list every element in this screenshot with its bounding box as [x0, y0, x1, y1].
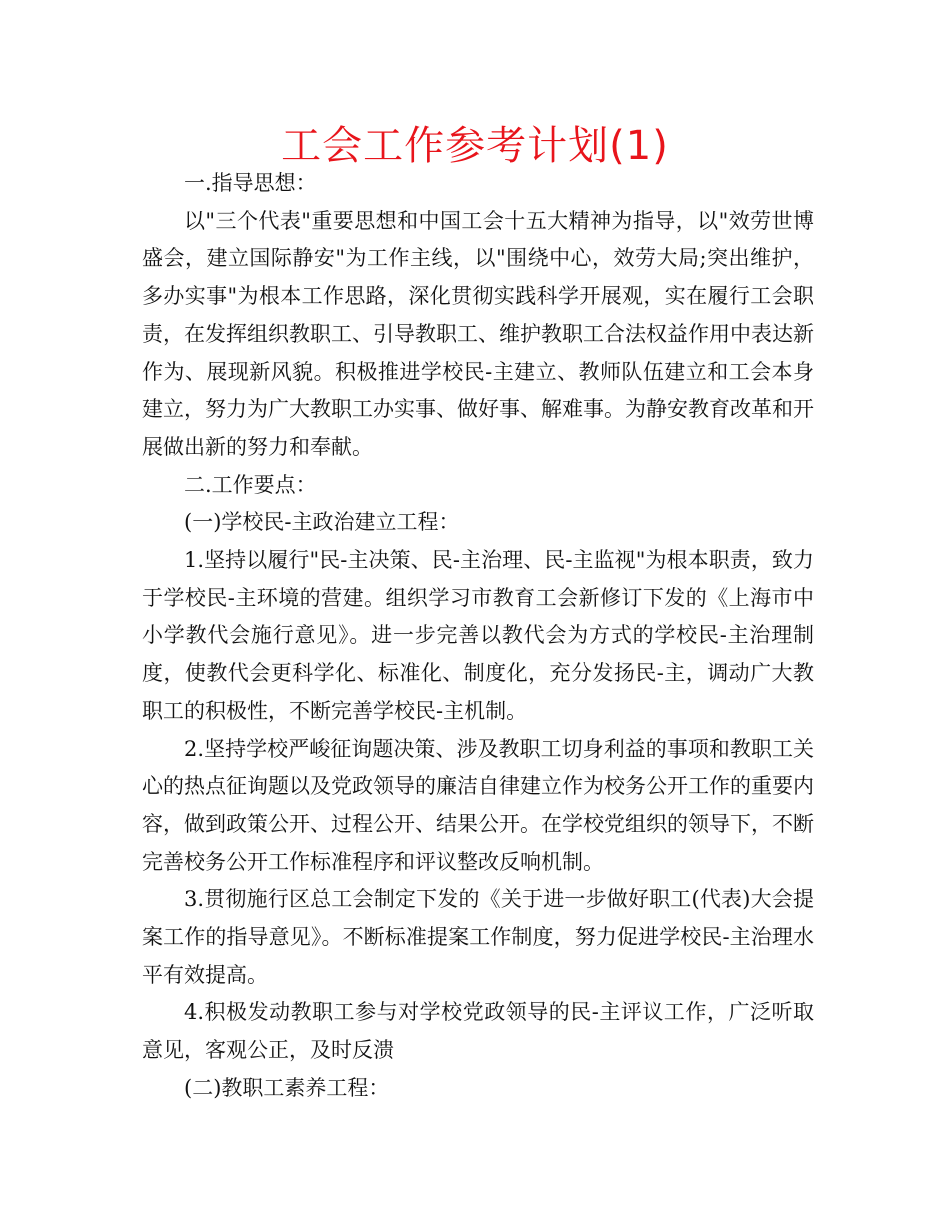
subheading-democracy-project: (一)学校民-主政治建立工程：: [184, 510, 460, 535]
heading-work-points: 二.工作要点：: [184, 472, 317, 497]
subheading-staff-quality-project: (二)教职工素养工程：: [184, 1075, 390, 1100]
document-title: 工会工作参考计划(1): [281, 123, 669, 169]
document-body: [142, 165, 814, 1108]
paragraph-guiding-ideology: 以"三个代表"重要思想和中国工会十五大精神为指导，以"效劳世博盛会，建立国际静安"为工作主线，以"围绕中心，效劳大局;突出维护，多办实事"为根本工作思路，深化贯彻实践科学开展观，实在履行工会职责，在发挥组织教职工、引导教职工、维护教职工合法权益作用中表达新作为、展现新风貌。积极推进学校民-主建立、教师队伍建立和工会本身建立，努力为广大教职工办实事、做好事、解难事。为静安教育改革和开展做出新的努力和奉献。: [142, 208, 814, 459]
paragraph-item-3: 3.贯彻施行区总工会制定下发的《关于进一步做好职工(代表)大会提案工作的指导意见》。不断标准提案工作制度，努力促进学校民-主治理水平有效提高。: [142, 887, 814, 987]
paragraph-item-1: 1.坚持以履行"民-主决策、民-主治理、民-主监视"为根本职责，致力于学校民-主环境的营建。组织学习市教育工会新修订下发的《上海市中小学教代会施行意见》。进一步完善以教代会为方式的学校民-主治理制度，使教代会更科学化、标准化、制度化，充分发扬民-主，调动广大教职工的积极性，不断完善学校民-主机制。: [142, 548, 814, 723]
heading-guiding-ideology: 一.指导思想：: [184, 171, 317, 195]
paragraph-item-4: 4.积极发动教职工参与对学校党政领导的民-主评议工作，广泛听取意见，客观公正，及时反溃: [142, 1000, 814, 1063]
paragraph-item-2: 2.坚持学校严峻征询题决策、涉及教职工切身利益的事项和教职工关心的热点征询题以及党政领导的廉洁自律建立作为校务公开工作的重要内容，做到政策公开、过程公开、结果公开。在学校党组织的领导下，不断完善校务公开工作标准程序和评议整改反响机制。: [142, 736, 814, 874]
